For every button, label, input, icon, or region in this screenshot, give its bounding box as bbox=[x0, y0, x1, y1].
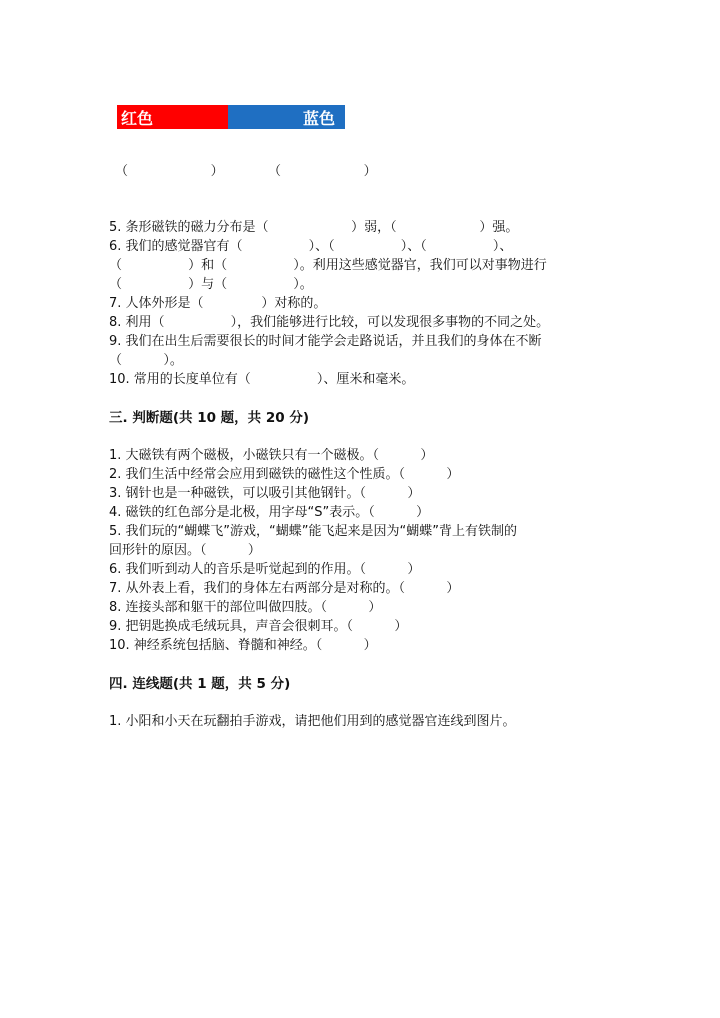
section-title-judgement: 三. 判断题(共 10 题，共 20 分) bbox=[109, 410, 310, 426]
question-line: 6. 我们听到动人的音乐是听觉起到的作用。（ ） bbox=[109, 562, 421, 577]
magnet-figure bbox=[117, 105, 345, 129]
answer-blank: （ ） bbox=[268, 164, 377, 179]
question-line: （ ）和（ ）。利用这些感觉器官，我们可以对事物进行 bbox=[109, 258, 547, 273]
magnet-red-half: 红色 bbox=[117, 105, 228, 129]
question-line: 8. 连接头部和躯干的部位叫做四肢。（ ） bbox=[109, 600, 382, 615]
question-line: 1. 小阳和小天在玩翻拍手游戏，请把他们用到的感觉器官连线到图片。 bbox=[109, 714, 516, 729]
question-line: （ ）。 bbox=[109, 353, 183, 368]
question-line: 3. 钢针也是一种磁铁，可以吸引其他钢针。（ ） bbox=[109, 486, 421, 501]
question-line: 10. 常用的长度单位有（ ）、厘米和毫米。 bbox=[109, 372, 415, 387]
question-line: 7. 人体外形是（ ）对称的。 bbox=[109, 296, 327, 311]
question-line: 6. 我们的感觉器官有（ ）、（ ）、（ ）、 bbox=[109, 239, 513, 254]
question-body bbox=[109, 218, 609, 731]
question-line: （ ）与（ ）。 bbox=[109, 277, 313, 292]
matching-questions bbox=[109, 712, 609, 731]
question-line: 5. 我们玩的“蝴蝶飞”游戏，“蝴蝶”能飞起来是因为“蝴蝶”背上有铁制的 bbox=[109, 524, 517, 539]
question-line: 7. 从外表上看，我们的身体左右两部分是对称的。（ ） bbox=[109, 581, 460, 596]
fill-questions bbox=[109, 218, 609, 389]
section-title-matching: 四. 连线题(共 1 题，共 5 分) bbox=[109, 676, 291, 692]
question-line: 5. 条形磁铁的磁力分布是（ ）弱，（ ）强。 bbox=[109, 220, 519, 235]
magnet-blue-half: 蓝色 bbox=[228, 105, 345, 129]
question-line: 8. 利用（ ），我们能够进行比较，可以发现很多事物的不同之处。 bbox=[109, 315, 550, 330]
question-line: 9. 我们在出生后需要很长的时间才能学会走路说话，并且我们的身体在不断 bbox=[109, 334, 542, 349]
question-line: 4. 磁铁的红色部分是北极，用字母“S”表示。（ ） bbox=[109, 505, 430, 520]
question-line: 9. 把钥匙换成毛绒玩具，声音会很刺耳。（ ） bbox=[109, 619, 408, 634]
question-line: 2. 我们生活中经常会应用到磁铁的磁性这个性质。（ ） bbox=[109, 467, 460, 482]
judgement-questions bbox=[109, 446, 609, 655]
question-line: 10. 神经系统包括脑、脊髓和神经。（ ） bbox=[109, 638, 377, 653]
question-line: 1. 大磁铁有两个磁极，小磁铁只有一个磁极。（ ） bbox=[109, 448, 434, 463]
question-line: 回形针的原因。（ ） bbox=[109, 543, 261, 558]
answer-blank: （ ） bbox=[115, 164, 224, 179]
